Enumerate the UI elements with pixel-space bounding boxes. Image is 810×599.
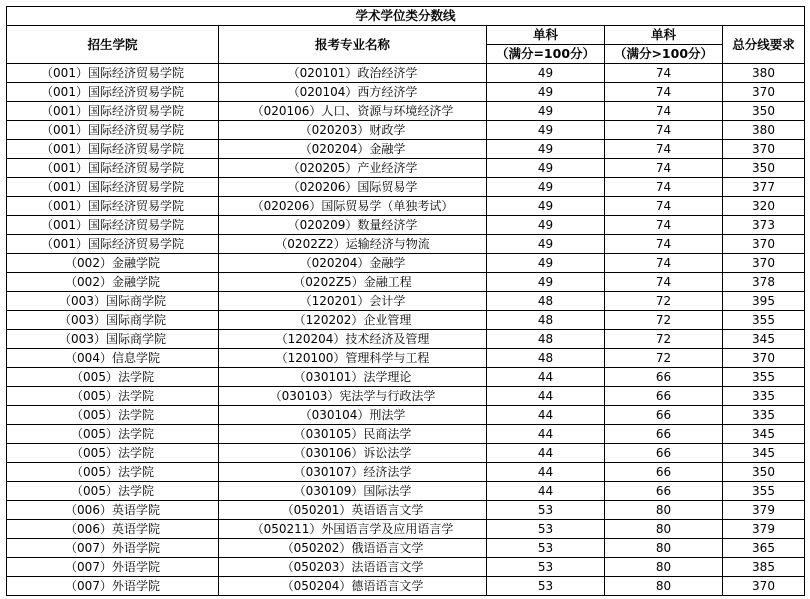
total-cell: 335 (723, 387, 805, 406)
major-cell: （020101）政治经济学 (219, 64, 487, 83)
major-cell: （0202Z2）运输经济与物流 (219, 235, 487, 254)
major-cell: （020206）国际贸易学（单独考试） (219, 197, 487, 216)
single-100-cell: 49 (487, 64, 605, 83)
single-over-100-cell: 80 (605, 501, 723, 520)
school-cell: （007）外语学院 (7, 539, 219, 558)
single-100-cell: 44 (487, 444, 605, 463)
single-over-100-cell: 66 (605, 368, 723, 387)
school-cell: （002）金融学院 (7, 273, 219, 292)
total-cell: 355 (723, 482, 805, 501)
major-cell: （0202Z5）金融工程 (219, 273, 487, 292)
table-row (7, 425, 805, 444)
major-cell: （120202）企业管理 (219, 311, 487, 330)
table-row (7, 216, 805, 235)
school-cell: （001）国际经济贸易学院 (7, 216, 219, 235)
table-row (7, 64, 805, 83)
single-over-100-cell: 74 (605, 197, 723, 216)
table-row (7, 482, 805, 501)
table-row (7, 444, 805, 463)
total-cell: 355 (723, 368, 805, 387)
table-title: 学术学位类分数线 (7, 7, 805, 26)
major-cell: （020204）金融学 (219, 140, 487, 159)
school-cell: （003）国际商学院 (7, 311, 219, 330)
total-cell: 385 (723, 558, 805, 577)
school-cell: （006）英语学院 (7, 501, 219, 520)
single-over-100-cell: 72 (605, 292, 723, 311)
school-cell: （005）法学院 (7, 463, 219, 482)
table-row (7, 349, 805, 368)
total-cell: 365 (723, 539, 805, 558)
school-cell: （005）法学院 (7, 368, 219, 387)
total-cell: 370 (723, 254, 805, 273)
single-100-cell: 44 (487, 425, 605, 444)
single-100-cell: 44 (487, 406, 605, 425)
total-cell: 370 (723, 140, 805, 159)
total-cell: 350 (723, 463, 805, 482)
header-single-100-sub: （满分=100分） (487, 45, 605, 64)
single-100-cell: 49 (487, 83, 605, 102)
school-cell: （001）国际经济贸易学院 (7, 197, 219, 216)
single-over-100-cell: 66 (605, 463, 723, 482)
header-major: 报考专业名称 (219, 26, 487, 64)
major-cell: （020106）人口、资源与环境经济学 (219, 102, 487, 121)
table-row (7, 368, 805, 387)
table-row (7, 121, 805, 140)
school-cell: （005）法学院 (7, 444, 219, 463)
total-cell: 350 (723, 159, 805, 178)
table-row (7, 463, 805, 482)
total-cell: 370 (723, 83, 805, 102)
single-over-100-cell: 80 (605, 539, 723, 558)
single-100-cell: 48 (487, 292, 605, 311)
school-cell: （005）法学院 (7, 482, 219, 501)
single-over-100-cell: 74 (605, 83, 723, 102)
major-cell: （030105）民商法学 (219, 425, 487, 444)
single-100-cell: 48 (487, 311, 605, 330)
single-100-cell: 49 (487, 102, 605, 121)
table-row (7, 197, 805, 216)
table-row (7, 235, 805, 254)
school-cell: （004）信息学院 (7, 349, 219, 368)
single-100-cell: 49 (487, 254, 605, 273)
single-over-100-cell: 72 (605, 330, 723, 349)
table-row (7, 501, 805, 520)
single-over-100-cell: 66 (605, 387, 723, 406)
single-100-cell: 49 (487, 121, 605, 140)
table-row (7, 406, 805, 425)
header-single-100: 单科 (487, 26, 605, 45)
single-100-cell: 49 (487, 159, 605, 178)
single-100-cell: 44 (487, 463, 605, 482)
major-cell: （050211）外国语言学及应用语言学 (219, 520, 487, 539)
school-cell: （006）英语学院 (7, 520, 219, 539)
major-cell: （050204）德语语言文学 (219, 577, 487, 596)
major-cell: （020205）产业经济学 (219, 159, 487, 178)
major-cell: （050203）法语语言文学 (219, 558, 487, 577)
table-row (7, 83, 805, 102)
single-100-cell: 53 (487, 539, 605, 558)
major-cell: （020209）数量经济学 (219, 216, 487, 235)
total-cell: 395 (723, 292, 805, 311)
table-row (7, 273, 805, 292)
table-row (7, 178, 805, 197)
single-100-cell: 49 (487, 140, 605, 159)
major-cell: （050202）俄语语言文学 (219, 539, 487, 558)
single-over-100-cell: 74 (605, 140, 723, 159)
table-row (7, 387, 805, 406)
total-cell: 380 (723, 64, 805, 83)
single-100-cell: 53 (487, 520, 605, 539)
major-cell: （030109）国际法学 (219, 482, 487, 501)
single-over-100-cell: 74 (605, 121, 723, 140)
single-over-100-cell: 66 (605, 482, 723, 501)
total-cell: 379 (723, 501, 805, 520)
total-cell: 320 (723, 197, 805, 216)
total-cell: 345 (723, 444, 805, 463)
single-over-100-cell: 74 (605, 178, 723, 197)
single-over-100-cell: 74 (605, 254, 723, 273)
school-cell: （001）国际经济贸易学院 (7, 83, 219, 102)
single-100-cell: 44 (487, 482, 605, 501)
school-cell: （001）国际经济贸易学院 (7, 64, 219, 83)
total-cell: 355 (723, 311, 805, 330)
major-cell: （030104）刑法学 (219, 406, 487, 425)
major-cell: （050201）英语语言文学 (219, 501, 487, 520)
table-row (7, 520, 805, 539)
single-over-100-cell: 74 (605, 159, 723, 178)
total-cell: 370 (723, 349, 805, 368)
school-cell: （001）国际经济贸易学院 (7, 159, 219, 178)
single-100-cell: 53 (487, 501, 605, 520)
single-100-cell: 49 (487, 235, 605, 254)
major-cell: （120100）管理科学与工程 (219, 349, 487, 368)
major-cell: （030107）经济法学 (219, 463, 487, 482)
major-cell: （020203）财政学 (219, 121, 487, 140)
school-cell: （003）国际商学院 (7, 292, 219, 311)
total-cell: 380 (723, 121, 805, 140)
total-cell: 378 (723, 273, 805, 292)
table-row (7, 539, 805, 558)
table-row (7, 558, 805, 577)
table-row (7, 102, 805, 121)
single-over-100-cell: 66 (605, 406, 723, 425)
total-cell: 350 (723, 102, 805, 121)
total-cell: 335 (723, 406, 805, 425)
school-cell: （001）国际经济贸易学院 (7, 178, 219, 197)
single-100-cell: 49 (487, 197, 605, 216)
single-over-100-cell: 66 (605, 444, 723, 463)
single-over-100-cell: 80 (605, 558, 723, 577)
table-row (7, 254, 805, 273)
table-body (7, 64, 805, 596)
total-cell: 377 (723, 178, 805, 197)
school-cell: （003）国际商学院 (7, 330, 219, 349)
single-100-cell: 53 (487, 558, 605, 577)
single-over-100-cell: 72 (605, 311, 723, 330)
major-cell: （020104）西方经济学 (219, 83, 487, 102)
single-100-cell: 44 (487, 368, 605, 387)
major-cell: （120201）会计学 (219, 292, 487, 311)
total-cell: 345 (723, 330, 805, 349)
header-school: 招生学院 (7, 26, 219, 64)
single-over-100-cell: 74 (605, 273, 723, 292)
table-row (7, 311, 805, 330)
major-cell: （020206）国际贸易学 (219, 178, 487, 197)
total-cell: 370 (723, 577, 805, 596)
single-100-cell: 49 (487, 273, 605, 292)
table-row (7, 292, 805, 311)
single-over-100-cell: 66 (605, 425, 723, 444)
school-cell: （001）国际经济贸易学院 (7, 140, 219, 159)
header-total: 总分线要求 (723, 26, 805, 64)
school-cell: （005）法学院 (7, 425, 219, 444)
single-over-100-cell: 72 (605, 349, 723, 368)
score-table (6, 6, 805, 596)
single-100-cell: 49 (487, 216, 605, 235)
total-cell: 379 (723, 520, 805, 539)
major-cell: （030106）诉讼法学 (219, 444, 487, 463)
major-cell: （020204）金融学 (219, 254, 487, 273)
total-cell: 345 (723, 425, 805, 444)
school-cell: （005）法学院 (7, 406, 219, 425)
single-100-cell: 48 (487, 330, 605, 349)
table-row (7, 159, 805, 178)
header-single-over-100-sub: （满分>100分） (605, 45, 723, 64)
school-cell: （007）外语学院 (7, 577, 219, 596)
school-cell: （002）金融学院 (7, 254, 219, 273)
total-cell: 370 (723, 235, 805, 254)
single-over-100-cell: 74 (605, 235, 723, 254)
single-over-100-cell: 74 (605, 102, 723, 121)
total-cell: 373 (723, 216, 805, 235)
major-cell: （030103）宪法学与行政法学 (219, 387, 487, 406)
major-cell: （120204）技术经济及管理 (219, 330, 487, 349)
single-100-cell: 53 (487, 577, 605, 596)
single-over-100-cell: 80 (605, 577, 723, 596)
header-single-over-100: 单科 (605, 26, 723, 45)
table-row (7, 577, 805, 596)
single-100-cell: 49 (487, 178, 605, 197)
single-100-cell: 44 (487, 387, 605, 406)
single-over-100-cell: 80 (605, 520, 723, 539)
table-row (7, 330, 805, 349)
table-row (7, 140, 805, 159)
single-over-100-cell: 74 (605, 64, 723, 83)
major-cell: （030101）法学理论 (219, 368, 487, 387)
single-over-100-cell: 74 (605, 216, 723, 235)
school-cell: （001）国际经济贸易学院 (7, 235, 219, 254)
school-cell: （001）国际经济贸易学院 (7, 102, 219, 121)
school-cell: （005）法学院 (7, 387, 219, 406)
single-100-cell: 48 (487, 349, 605, 368)
school-cell: （001）国际经济贸易学院 (7, 121, 219, 140)
school-cell: （007）外语学院 (7, 558, 219, 577)
